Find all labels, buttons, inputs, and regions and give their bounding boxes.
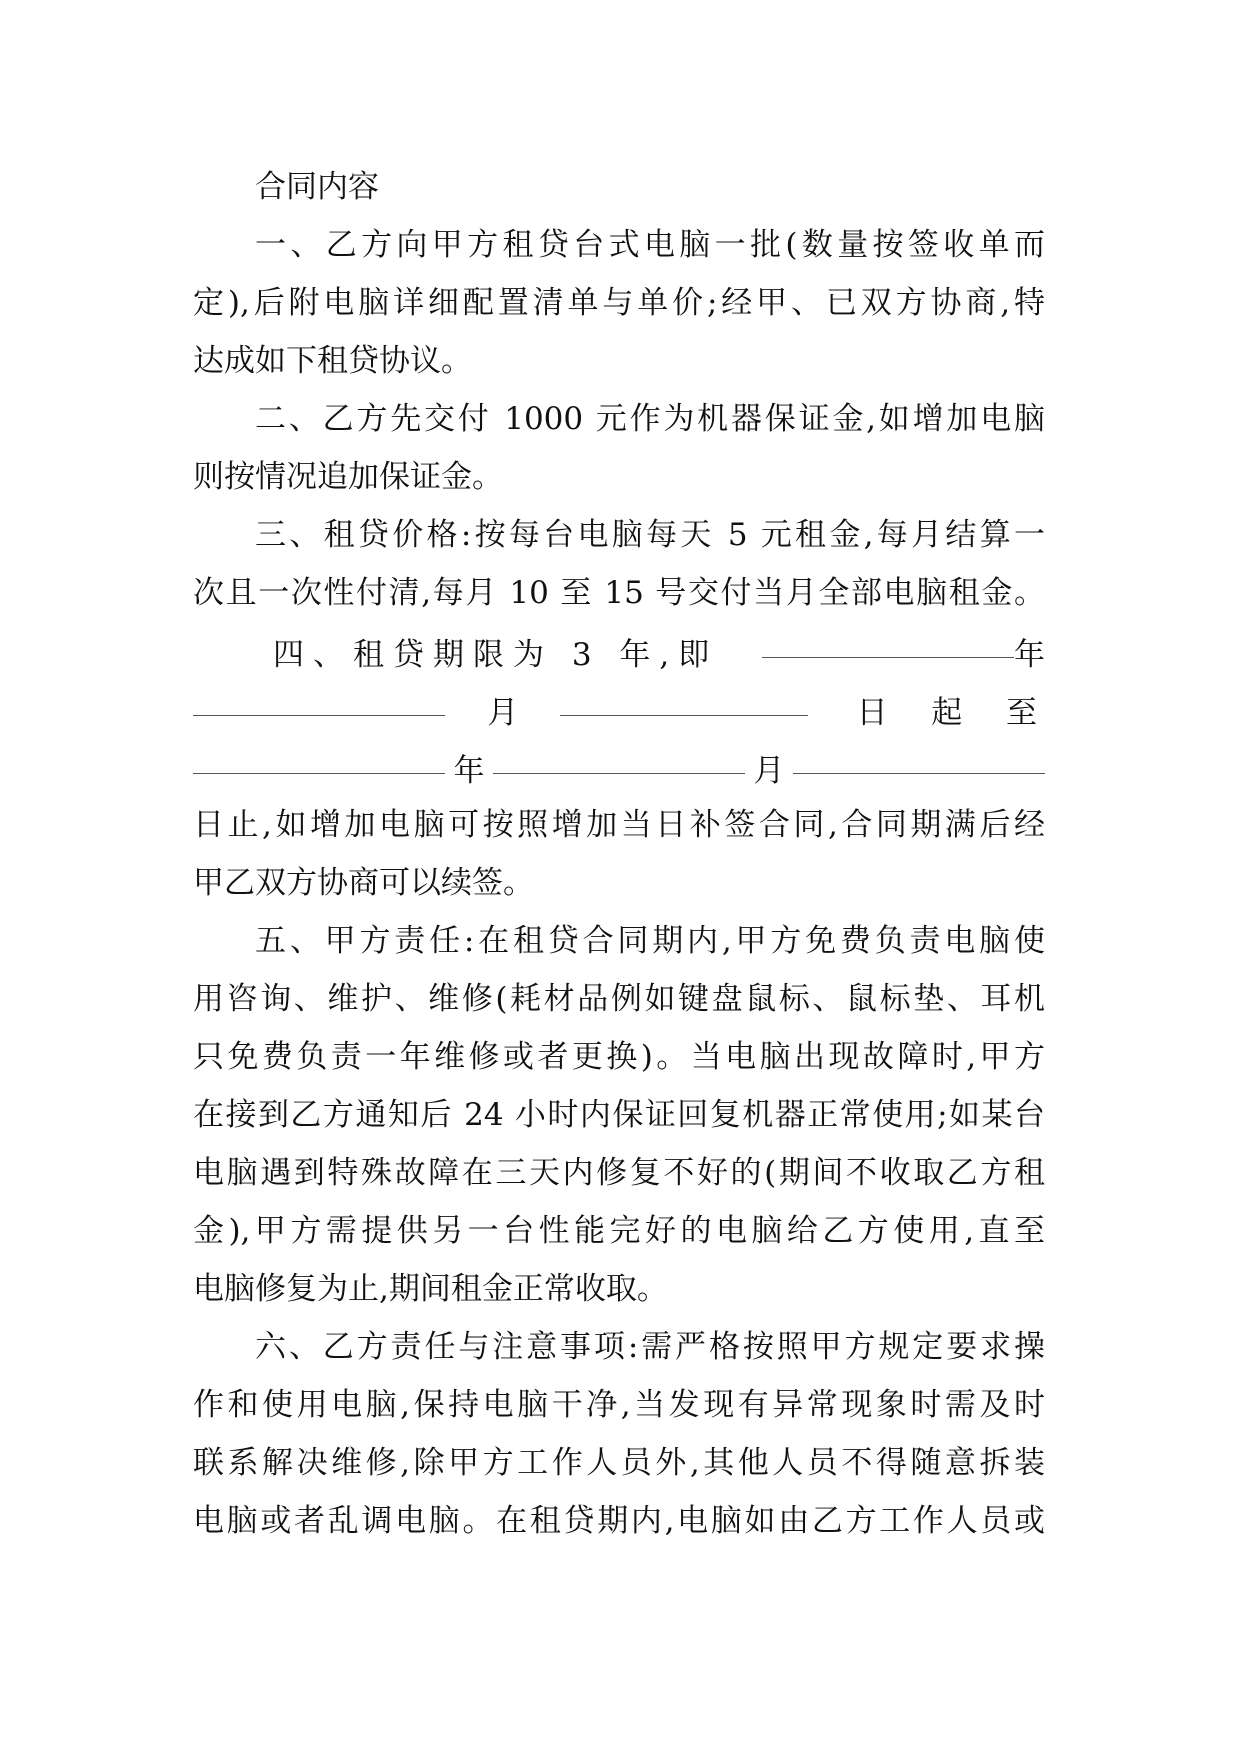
year-2-label: 年 bbox=[453, 752, 485, 789]
month-label: 月 bbox=[487, 694, 519, 731]
clause-5-line-3: 只免费负责一年维修或者更换)。当电脑出现故障时,甲方 bbox=[193, 1039, 1045, 1075]
clause-6-line-4: 电脑或者乱调电脑。在租贷期内,电脑如由乙方工作人员或 bbox=[193, 1503, 1045, 1539]
clause-5-line-4: 在接到乙方通知后 24 小时内保证回复机器正常使用;如某台 bbox=[193, 1097, 1045, 1133]
clause-6-line-2: 作和使用电脑,保持电脑干净,当发现有异常现象时需及时 bbox=[193, 1387, 1045, 1423]
day-2-blank bbox=[793, 751, 1045, 774]
clause-2-line-1: 二、乙方先交付 1000 元作为机器保证金,如增加电脑 bbox=[255, 401, 1045, 437]
clause-6-line-1: 六、乙方责任与注意事项:需严格按照甲方规定要求操 bbox=[255, 1329, 1045, 1365]
clause-1-line-2: 定),后附电脑详细配置清单与单价;经甲、已双方协商,特 bbox=[193, 285, 1045, 321]
year-2-blank bbox=[193, 751, 445, 774]
clause-1-line-1: 一、乙方向甲方租贷台式电脑一批(数量按签收单而 bbox=[255, 227, 1045, 263]
clause-5-line-7: 电脑修复为止,期间租金正常收取。 bbox=[193, 1271, 668, 1307]
day-blank bbox=[560, 693, 808, 716]
clause-4-line-2 bbox=[193, 680, 1045, 738]
clause-3-line-2: 次且一次性付清,每月 10 至 15 号交付当月全部电脑租金。 bbox=[193, 575, 1045, 611]
clause-4-lead: 四、租贷期限为 3 年,即 bbox=[273, 636, 719, 673]
clause-5-line-1: 五、甲方责任:在租贷合同期内,甲方免费负责电脑使 bbox=[255, 923, 1045, 959]
document-heading: 合同内容 bbox=[255, 169, 379, 205]
clause-3-line-1: 三、租贷价格:按每台电脑每天 5 元租金,每月结算一 bbox=[255, 517, 1045, 553]
clause-5-line-6: 金),甲方需提供另一台性能完好的电脑给乙方使用,直至 bbox=[193, 1213, 1045, 1249]
clause-4-line-4: 日止,如增加电脑可按照增加当日补签合同,合同期满后经 bbox=[193, 807, 1045, 843]
clause-4-line-5: 甲乙双方协商可以续签。 bbox=[193, 865, 534, 901]
clause-4-line-3 bbox=[193, 738, 1045, 796]
month-2-label: 月 bbox=[753, 752, 785, 789]
year-blank bbox=[762, 635, 1014, 658]
clause-5-line-2: 用咨询、维护、维修(耗材品例如键盘鼠标、鼠标垫、耳机 bbox=[193, 981, 1045, 1017]
clause-5-line-5: 电脑遇到特殊故障在三天内修复不好的(期间不收取乙方租 bbox=[193, 1155, 1045, 1191]
clause-1-line-3: 达成如下租贷协议。 bbox=[193, 343, 472, 379]
year-label: 年 bbox=[1014, 636, 1045, 673]
day-from-label: 日 起 至 bbox=[856, 694, 1045, 731]
month-blank bbox=[193, 693, 445, 716]
clause-2-line-2: 则按情况追加保证金。 bbox=[193, 459, 503, 495]
document-page bbox=[193, 158, 1045, 1550]
clause-6-line-3: 联系解决维修,除甲方工作人员外,其他人员不得随意拆装 bbox=[193, 1445, 1045, 1481]
month-2-blank bbox=[493, 751, 745, 774]
clause-4-line-1 bbox=[193, 622, 1045, 680]
